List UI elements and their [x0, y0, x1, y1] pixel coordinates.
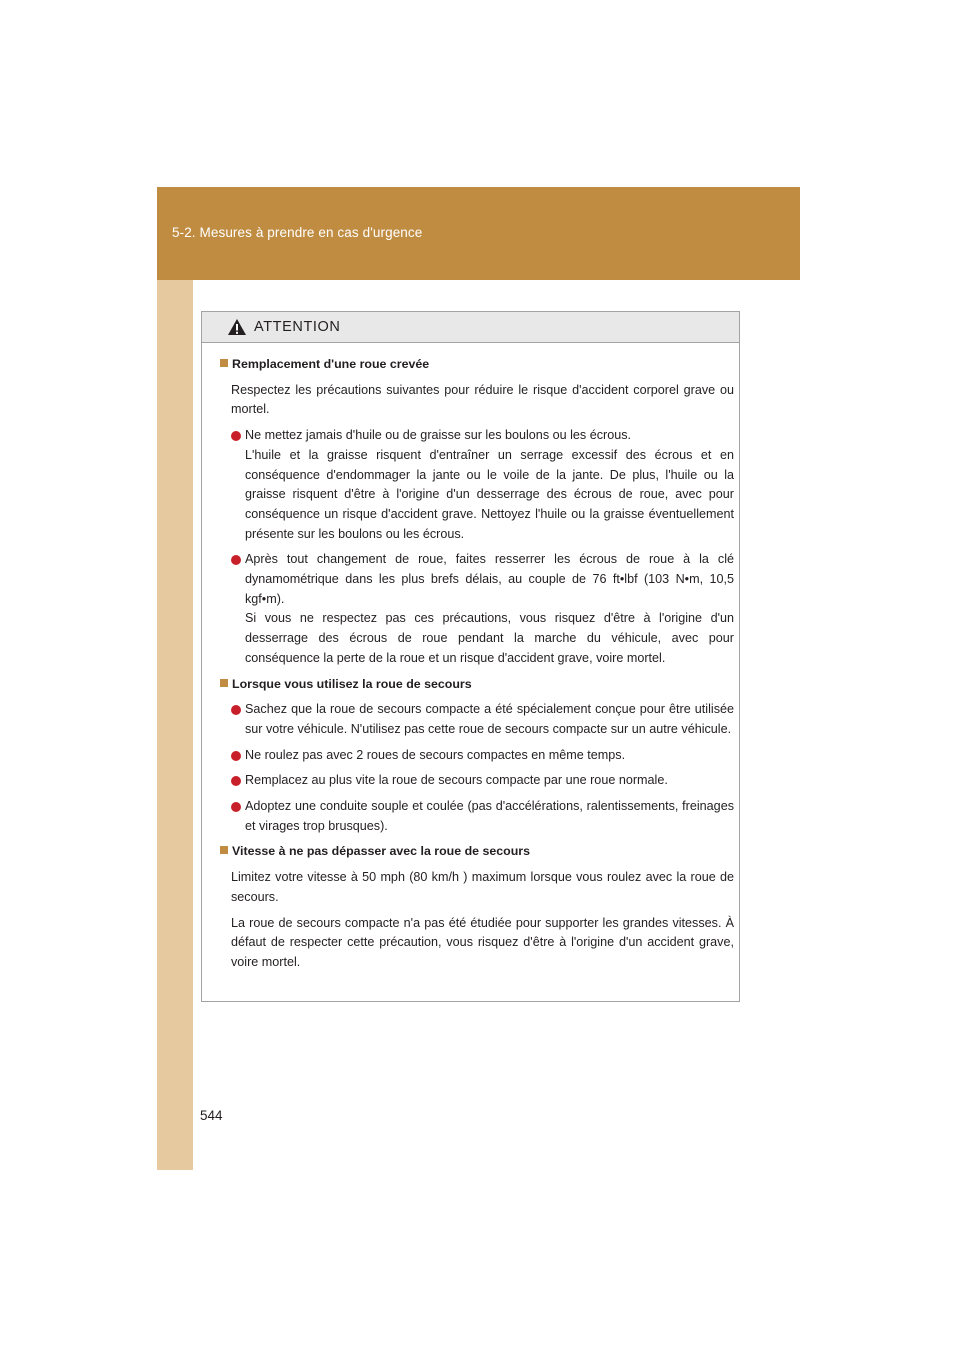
section-heading — [220, 355, 734, 375]
list-item — [220, 797, 734, 836]
bullet-dot-icon — [231, 751, 241, 761]
list-item — [220, 700, 734, 739]
section-heading — [220, 675, 734, 695]
square-bullet-icon — [220, 846, 228, 854]
heading-text: Vitesse à ne pas dépasser avec la roue de secours — [232, 844, 531, 859]
bullet-line: Remplacez au plus vite la roue de secours compacte par une roue normale. — [245, 773, 668, 788]
section-heading — [220, 842, 734, 862]
intro-paragraph: Respectez les précautions suivantes pour réduire le risque d'accident corporel grave ou mortel. — [231, 382, 734, 417]
page-number: 544 — [200, 1108, 223, 1123]
warning-triangle-icon — [227, 318, 247, 336]
bullet-dot-icon — [231, 705, 241, 715]
section-title: 5-2. Mesures à prendre en cas d'urgence — [172, 225, 423, 240]
bullet-dot-icon — [231, 431, 241, 441]
list-item — [220, 746, 734, 766]
attention-body — [202, 343, 739, 973]
square-bullet-icon — [220, 679, 228, 687]
bullet-line: Après tout changement de roue, faites resserrer les écrous de roue à la clé dynamométrique dans les plus brefs délais, au couple de 76 ft•lbf (103 N•m, 10,5 kgf•m). — [245, 552, 734, 606]
attention-box — [201, 311, 740, 1002]
section-flat-tire — [220, 355, 734, 669]
bullet-line: Sachez que la roue de secours compacte a été spécialement conçue pour être utilisée sur votre véhicule. N'utilisez pas cette roue de secours compacte sur un autre véhicule. — [245, 702, 734, 736]
bullet-line: Ne mettez jamais d'huile ou de graisse sur les boulons ou les écrous. — [245, 428, 632, 443]
paragraph: Limitez votre vitesse à 50 mph (80 km/h ) maximum lorsque vous roulez avec la roue de secours. — [231, 870, 734, 904]
heading-text: Lorsque vous utilisez la roue de secours — [232, 676, 472, 691]
attention-title: ATTENTION — [254, 319, 341, 335]
attention-header — [202, 312, 739, 343]
bullet-dot-icon — [231, 802, 241, 812]
section-spare-wheel — [220, 675, 734, 837]
heading-text: Remplacement d'une roue crevée — [232, 357, 430, 371]
bullet-dot-icon — [231, 555, 241, 565]
side-strip — [157, 280, 193, 1170]
bullet-dot-icon — [231, 776, 241, 786]
list-item — [220, 771, 734, 791]
bullet-line: Adoptez une conduite souple et coulée (pas d'accélérations, ralentissements, freinages et virages trop brusques). — [245, 799, 734, 833]
paragraph: La roue de secours compacte n'a pas été étudiée pour supporter les grandes vitesses. À défaut de respecter cette précaution, vous risquez d'être à l'origine d'un accident grave, voire mortel. — [231, 915, 734, 969]
bullet-line: Si vous ne respectez pas ces précautions, vous risquez d'être à l'origine d'un desserrage des écrous de roue pendant la marche du véhicule, avec pour conséquence la perte de la roue et un risque d'accident grave, voire mortel. — [245, 611, 734, 665]
list-item — [220, 550, 734, 668]
bullet-line: L'huile et la graisse risquent d'entraîner un serrage excessif des écrous et en conséquence d'endommager la jante ou le voile de la jante. De plus, l'huile ou la graisse risquent d'être à l'origine d'un desserrage des écrous de roue, avec pour conséquence un risque d'accident grave. Nettoyez l'huile ou la graisse éventuellement présente sur les boulons ou les écrous. — [245, 447, 734, 541]
square-bullet-icon — [220, 359, 228, 367]
section-speed-limit — [220, 842, 734, 972]
list-item — [220, 426, 734, 544]
bullet-line: Ne roulez pas avec 2 roues de secours compactes en même temps. — [245, 747, 626, 762]
